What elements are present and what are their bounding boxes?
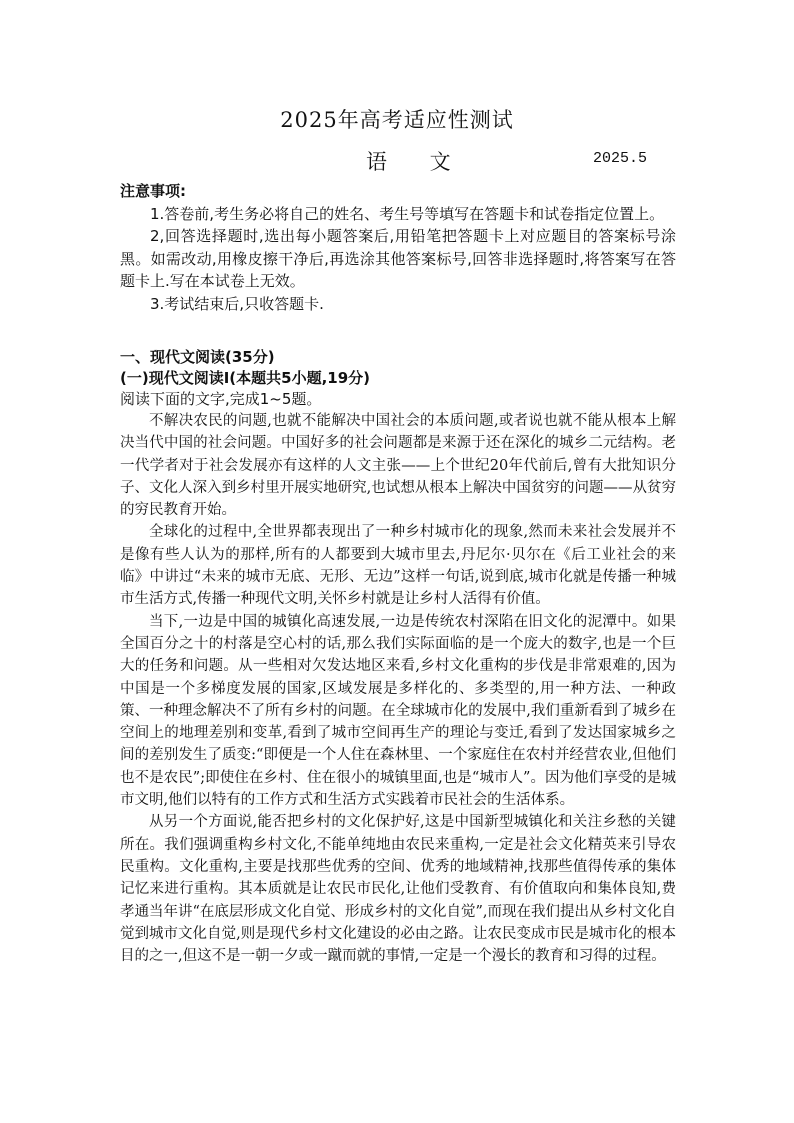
section-title: 一、现代文阅读(35分) [120,348,275,366]
reading-passage [120,410,676,967]
note-item-2: 2,回答选择题时,选出每小题答案后,用铅笔把答题卡上对应题目的答案标号涂黑。如需改动,用橡皮擦干净后,再选涂其他答案标号,回答非选择题时,将答案写在答题卡上.写在本试卷上无效。 [120,227,676,290]
passage-paragraph-4: 从另一个方面说,能否把乡村的文化保护好,这是中国新型城镇化和关注乡愁的关键所在。我们强调重构乡村文化,不能单纯地由农民来重构,一定是社会文化精英来引导农民重构。文化重构,主要是找那些优秀的空间、优秀的地域精神,找那些值得传承的集体记忆来进行重构。其本质就是让农民市民化,让他们受教育、有价值取向和集体良知,费孝通当年讲“在底层形成文化自觉、形成乡村的文化自觉”,而现在我们提出从乡村文化自觉到城市文化自觉,则是现代乡村文化建设的必由之路。让农民变成市民是城市化的根本目的之一,但这不是一朝一夕或一蹴而就的事情,一定是一个漫长的教育和习得的过程。 [120,814,676,965]
exam-notes [120,180,676,315]
subject-title: 语 文 [366,150,469,174]
note-item-3: 3.考试结束后,只收答题卡. [150,294,324,313]
exam-title: 2025年高考适应性测试 [280,108,514,132]
note-item-1: 1.答卷前,考生务必将自己的姓名、考生号等填写在答题卡和试卷指定位置上。 [150,204,665,223]
passage-paragraph-3: 当下,一边是中国的城镇化高速发展,一边是传统农村深陷在旧文化的泥潭中。如果全国百分之十的村落是空心村的话,那么我们实际面临的是一个庞大的数字,也是一个巨大的任务和问题。从一些相对欠发达地区来看,乡村文化重构的步伐是非常艰难的,因为中国是一个多梯度发展的国家,区域发展是多样化的、多类型的,用一种方法、一种政策、一种理念解决不了所有乡村的问题。在全球城市化的发展中,我们重新看到了城乡在空间上的地理差别和变革,看到了城市空间再生产的理论与变迁,看到了发达国家城乡之间的差别发生了质变:“即便是一个人住在森林里、一个家庭住在农村并经营农业,但他们也不是农民”;即使住在乡村、住在很小的城镇里面,也是“城市人”。因为他们享受的是城市文明,他们以特有的工作方式和生活方式实践着市民社会的生活体系。 [120,613,676,809]
notes-heading: 注意事项: [120,182,186,200]
reading-instruction: 阅读下面的文字,完成1~5题。 [120,390,322,408]
exam-date: 2025.5 [593,150,648,167]
passage-paragraph-1: 不解决农民的问题,也就不能解决中国社会的本质问题,或者说也就不能从根本上解决当代中国的社会问题。中国好多的社会问题都是来源于还在深化的城乡二元结构。老一代学者对于社会发展亦有这样的人文主张——上个世纪20年代前后,曾有大批知识分子、文化人深入到乡村里开展实地研究,也试想从根本上解决中国贫穷的问题——从贫穷的穷民教育开始。 [120,413,676,519]
passage-paragraph-2: 全球化的过程中,全世界都表现出了一种乡村城市化的现象,然而未来社会发展并不是像有些人认为的那样,所有的人都要到大城市里去,丹尼尔·贝尔在《后工业社会的来临》中讲过“未来的城市无底、无形、无边”这样一句话,说到底,城市化就是传播一种城市生活方式,传播一种现代文明,关怀乡村就是让乡村人活得有价值。 [120,524,676,608]
section-subtitle: (一)现代文阅读Ⅰ(本题共5小题,19分) [120,369,371,387]
